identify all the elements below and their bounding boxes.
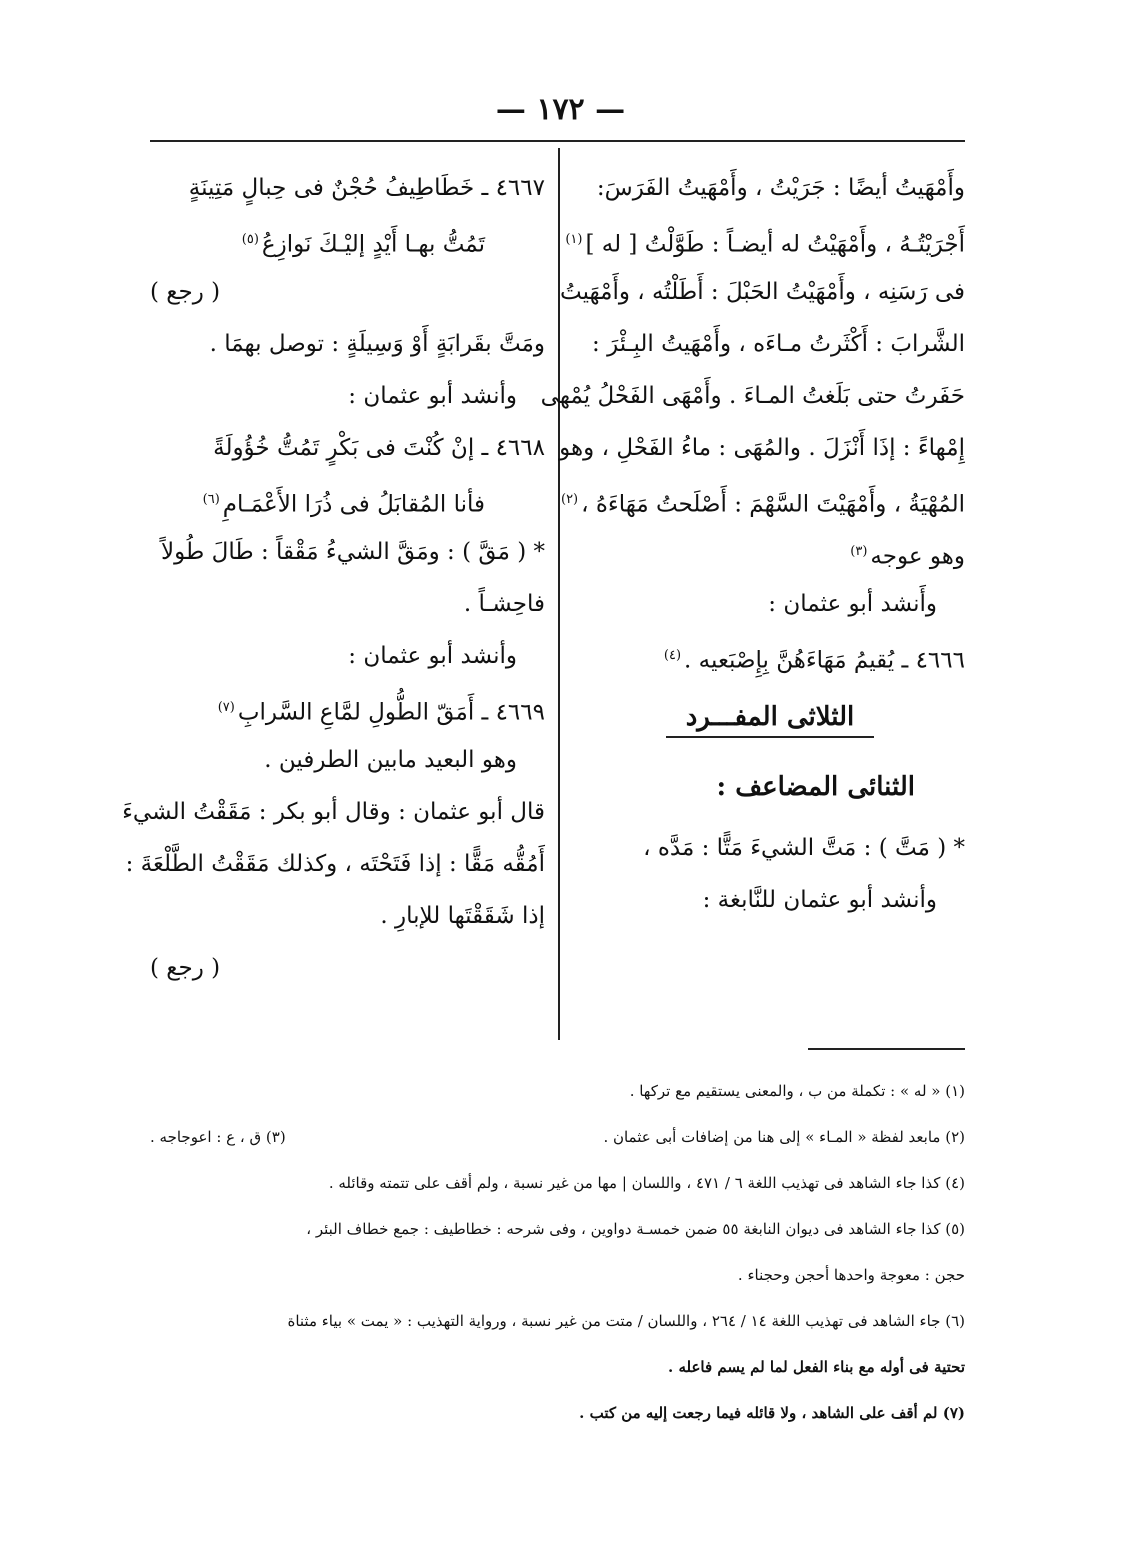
right-line-7: [560, 474, 965, 526]
footnote-mark-6: (٦): [202, 492, 220, 507]
right-line-8: [575, 526, 965, 578]
right-line-3: فى رَسَنِه ، وأَمْهَيْتُ الحَبْلَ : أَطَلْتُه ، وأَمْهَيتُ: [560, 279, 965, 305]
footnote-row-2-3: [150, 1114, 965, 1160]
section-heading-double: الثنائى المضاعف :: [716, 772, 915, 802]
left-line-5: وأنشد أبو عثمان :: [348, 383, 517, 409]
page-number: — ١٧٢ —: [495, 92, 626, 127]
left-line-2-text: تَمُتُّ بهـا أَيْدٍ إليْـكَ نَوازِعُ: [261, 231, 485, 258]
footnote-7: (٧) لم أقف على الشاهد ، ولا قائله فيما رجعت إليه من كتب .: [579, 1404, 965, 1422]
right-line-6: إِمْهاءً : إذَا أَنْزَلَ . والمُهَى : ماءُ الفَحْلِ ، وهو: [559, 435, 965, 461]
entry-matta: * ( مَتَّ ) : مَتَّ الشيءَ مَتًّا : مَدَّه ،: [643, 835, 965, 861]
right-line-2: [565, 214, 965, 266]
left-line-1: ٤٦٦٧ ـ خَطَاطِيفُ حُجْنٌ فى حِبالٍ مَتِينَةٍ: [188, 175, 545, 201]
footnote-6: (٦) جاء الشاهد فى تهذيب اللغة ١٤ / ٢٦٤ ، واللسان / متت من غير نسبة ، ورواية التهذيب : « يمت » بياء مثناة: [287, 1312, 965, 1330]
section-heading-single-text: الثلاثى المفـــرد: [666, 702, 875, 738]
right-line-9: وأَنشد أبو عثمان :: [768, 591, 937, 617]
footnote-rule: [808, 1048, 965, 1050]
footnote-6-continued: تحتية فى أوله مع بناء الفعل لما لم يسم فاعله .: [668, 1358, 965, 1376]
footnote-5: (٥) كذا جاء الشاهد فى ديوان النابغة ٥٥ ضمن خمسـة دواوين ، وفى شرحه : خطاطيف : جمع خطاف البئر ،: [306, 1220, 965, 1238]
right-line-7-text: المُهْيَةُ ، وأَمْهَيْتَ السَّهْمَ : أَصْلَحتُ مَهَاءَهُ ،: [581, 491, 965, 518]
right-line-10: [575, 630, 965, 682]
entry-maqqa: * ( مَقَّ ) : ومَقَّ الشيءُ مَقْقاً : طَالَ طُولاً: [161, 539, 545, 565]
footnote-mark-1: (١): [565, 232, 583, 247]
footnote-mark-3: (٣): [850, 544, 868, 559]
footnote-mark-2: (٢): [560, 492, 579, 507]
footnote-mark-4: (٤): [663, 648, 682, 663]
footnote-2: (٢) مابعد لفظة « المـاء » إلى هنا من إضافات أبى عثمان .: [603, 1128, 965, 1146]
left-line-12: وهو البعيد مابين الطرفين .: [264, 747, 517, 773]
left-line-7-text: فأنا المُقابَلُ فى ذُرَا الأَعْمَـامِ: [222, 491, 485, 518]
right-line-5: حَفَرتُ حتى بَلَغتُ المـاءَ . وأَمْهَى الفَحْلُ يُمْهى: [540, 383, 965, 409]
footnote-1: (١) « له » : تكملة من ب ، والمعنى يستقيم مع تركها .: [629, 1082, 965, 1100]
left-line-9: فاحِشـاً .: [463, 591, 545, 617]
right-line-4: الشَّرابَ : أَكْثَرتُ مـاءَه ، وأَمْهَيتُ البِـئْرَ :: [592, 331, 965, 357]
left-line-4: ومَتَّ بقَرابَةٍ أَوْ وَسِيلَةٍ : توصل بهمَا .: [209, 331, 545, 357]
left-line-13: قال أبو عثمان : وقال أبو بكر : مَقَقْتُ الشيءَ: [122, 799, 545, 825]
right-line-2-text: أَجْرَيْتُـهُ ، وأَمْهَيْتُ له أيضـاً : طَوَّلْتُ [ له ]: [585, 231, 965, 258]
footnotes: [150, 1068, 965, 1436]
left-line-6: ٤٦٦٨ ـ إنْ كُنْتَ فى بَكْرٍ تَمُتُّ خُؤُولَةً: [213, 435, 545, 461]
footnote-4: (٤) كذا جاء الشاهد فى تهذيب اللغة ٦ / ٤٧١ ، واللسان | مها من غير نسبة ، ولم أقف على تتمته وقائله .: [328, 1174, 965, 1192]
section-heading-single: [575, 682, 965, 752]
header-rule: [150, 140, 965, 142]
left-line-7: [150, 474, 545, 526]
left-line-16: ( رجع ): [150, 955, 221, 981]
footnote-5-continued: حجن : معوجة واحدها أحجن وحجناء .: [737, 1266, 965, 1284]
footnote-mark-7: (٧): [217, 700, 235, 715]
right-last-line: وأنشد أبو عثمان للنَّابغة :: [702, 887, 937, 913]
right-column: [540, 162, 965, 926]
right-line-8-text: وهو عوجه: [870, 543, 965, 570]
left-line-11-text: ٤٦٦٩ ـ أَمَقّ الطُّولِ لمَّاعِ السَّرابِ: [237, 699, 545, 726]
left-line-10: وأنشد أبو عثمان :: [348, 643, 517, 669]
left-column: [122, 162, 545, 994]
left-line-11: [150, 682, 545, 734]
footnote-3: (٣) ق ، ع : اعوجاجه .: [150, 1128, 286, 1146]
left-line-14: أَمُقُّه مَقًّا : إذا فَتَحْتَه ، وكذلك مَقَقْتُ الطَّلْعَةَ :: [125, 851, 545, 877]
right-line-10-text: ٤٦٦٦ ـ يُقيمُ مَهَاءَهُنَّ بِإِصْبَعيه .: [684, 647, 965, 674]
left-line-3: ( رجع ): [150, 279, 221, 305]
footnote-mark-5: (٥): [241, 232, 259, 247]
right-line-1: وأَمْهَيتُ أيضًا : جَرَيْتُ ، وأَمْهَيتُ الفَرَسَ:: [596, 175, 965, 201]
left-line-15: إذا شَقَقْتَها للإبارِ .: [380, 903, 545, 929]
left-line-2: [150, 214, 545, 266]
